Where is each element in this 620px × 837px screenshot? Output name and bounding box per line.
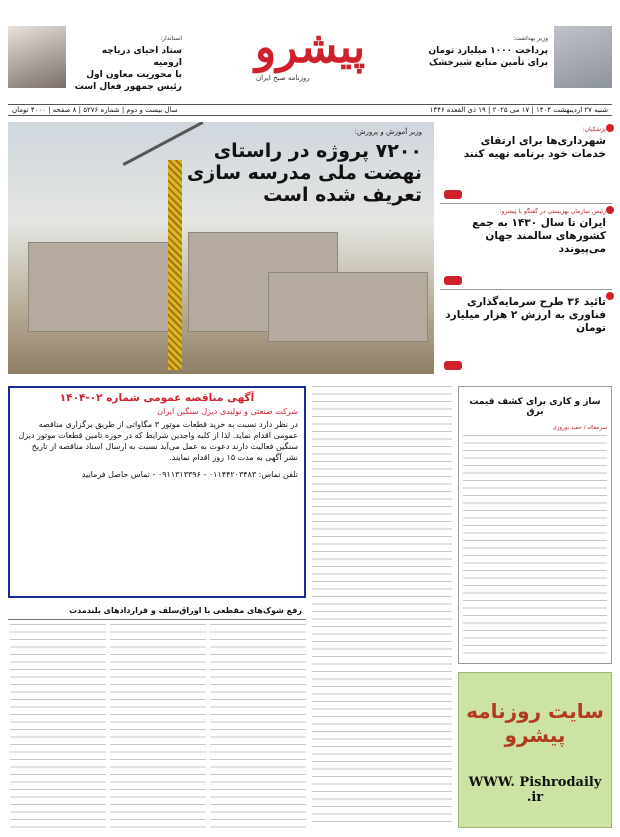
ad-url[interactable]: WWW. Pishrodaily .ir bbox=[468, 775, 602, 805]
article-column bbox=[10, 624, 106, 829]
news-item[interactable] bbox=[440, 290, 612, 374]
tender-text: در نظر دارد نسبت به خرید قطعات موتور ۳ مگاواتی از طریق برگزاری مناقصه عمومی اقدام نماید. لذا از کلیه واجدین شرایط که در حوزه تامین قطعات موتور دیزل سنگین فعالیت دارند دعوت به عمل می‌آید نسبت به ارسال اسناد مناقصه از تاریخ نشر آگهی به مدت ۱۵ روز اقدام نمایند. bbox=[18, 420, 298, 462]
teaser-headline: با محوریت معاون اول bbox=[86, 70, 182, 80]
logo-badge-icon bbox=[444, 276, 462, 285]
crane-image bbox=[168, 160, 182, 370]
teaser-headline: ستاد احیای دریاچه ارومیه bbox=[101, 46, 182, 68]
text-lines bbox=[110, 624, 206, 829]
right-column bbox=[440, 122, 612, 374]
building-image bbox=[268, 272, 428, 342]
tender-contact: تلفن تماس: ۰۱۱۴۴۲۰۳۴۸۳ - ۰۹۱۱۳۱۳۳۹۶ - تماس حاصل فرمایید bbox=[81, 470, 298, 479]
text-lines bbox=[10, 624, 106, 829]
issue-date: شنبه ۲۷ اردیبهشت ۱۴۰۴ | ۱۷ می ۲۰۲۵ | ۱۹ ذی القعده ۱۴۴۶ bbox=[429, 106, 608, 114]
story-kicker: وزیر آموزش و پرورش: bbox=[354, 128, 422, 136]
headline-line: نهضت ملی مدرسه سازی bbox=[186, 162, 422, 184]
minister-photo bbox=[554, 26, 612, 88]
masthead bbox=[8, 22, 612, 100]
teaser-headline: رئیس جمهور فعال است bbox=[74, 82, 182, 92]
issue-info: سال بیست و دوم | شماره ۵۲۷۶ | ۸ صفحه | ۴۰۰۰ تومان bbox=[12, 106, 178, 114]
teaser-label: وزیر بهداشت: bbox=[513, 35, 548, 42]
teaser-label: استاندار: bbox=[160, 35, 182, 42]
website-ad[interactable] bbox=[458, 672, 612, 828]
tender-title: آگهی مناقصه عمومی شماره ۰۲-۱۴۰۴ bbox=[59, 392, 255, 404]
governor-photo bbox=[8, 26, 66, 88]
editorial-author: سرمقاله / حمید نوروزی bbox=[552, 425, 607, 431]
article-body-column bbox=[312, 386, 452, 826]
ad-title: سایت روزنامه پیشرو bbox=[466, 699, 604, 747]
top-story[interactable] bbox=[8, 122, 434, 374]
masthead-left-teaser[interactable] bbox=[72, 32, 182, 93]
text-lines bbox=[210, 624, 306, 829]
teaser-headline: برای تأمین منابع شیرخشک bbox=[429, 58, 548, 68]
bullet-icon bbox=[606, 124, 614, 132]
dateline bbox=[8, 104, 612, 116]
story-headline[interactable] bbox=[187, 140, 422, 206]
news-headline: شهرداری‌ها برای ارتقای خدمات خود برنامه تهیه کنند bbox=[463, 135, 606, 160]
text-lines bbox=[463, 435, 607, 655]
tender-notice[interactable] bbox=[8, 386, 306, 598]
bottom-article-headline[interactable]: رفع شوک‌های مقطعی با اوراق‌سلف و قراردادهای بلندمدت bbox=[8, 604, 306, 620]
news-item[interactable] bbox=[440, 122, 612, 204]
editorial[interactable] bbox=[458, 386, 612, 664]
editorial-headline: ساز و کاری برای کشف قیمت برق bbox=[469, 397, 601, 417]
logo-badge-icon bbox=[444, 190, 462, 199]
logo-subtitle: روزنامه صبح ایران bbox=[256, 74, 310, 82]
bullet-icon bbox=[606, 206, 614, 214]
text-lines bbox=[312, 386, 452, 826]
teaser-headline: پرداخت ۱۰۰۰ میلیارد تومان bbox=[428, 46, 548, 56]
article-column bbox=[210, 624, 306, 829]
news-headline: تائید ۳۶ طرح سرمایه‌گذاری فناوری به ارزش ۲ هزار میلیارد تومان bbox=[445, 296, 606, 334]
masthead-right-teaser[interactable] bbox=[428, 32, 548, 69]
tender-company: شرکت صنعتی و تولیدی دیزل سنگین ایران bbox=[157, 407, 298, 416]
news-item[interactable] bbox=[440, 204, 612, 290]
headline-line: تعریف شده است bbox=[263, 184, 422, 206]
news-headline: ایران تا سال ۱۴۳۰ به جمع کشورهای سالمند جهان می‌پیوندد bbox=[472, 217, 606, 255]
headline-line: ۷۲۰۰ پروژه در راستای bbox=[213, 140, 422, 162]
bullet-icon bbox=[606, 292, 614, 300]
news-kicker: رئیس سازمان بهزیستی در گفتگو با پیشرو: bbox=[499, 208, 606, 215]
newspaper-logo[interactable]: پیشرو bbox=[254, 22, 366, 73]
news-kicker: پزشکیان: bbox=[582, 126, 606, 133]
article-column bbox=[110, 624, 206, 829]
building-image bbox=[28, 242, 178, 332]
logo-badge-icon bbox=[444, 361, 462, 370]
